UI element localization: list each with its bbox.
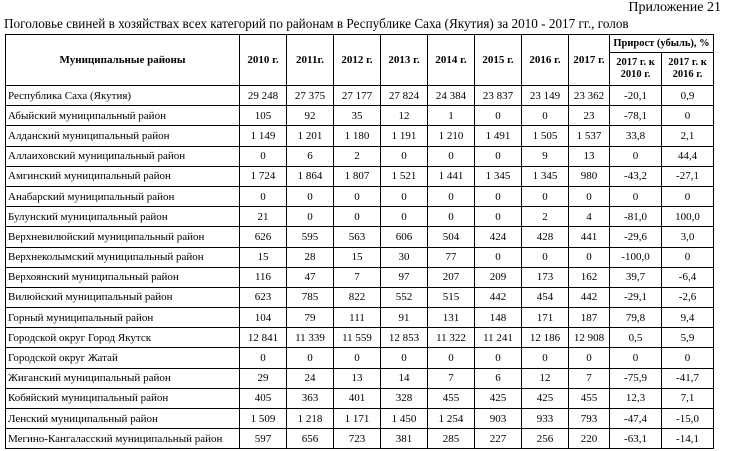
year-value-cell: 903 xyxy=(475,409,522,429)
year-value-cell: 7 xyxy=(569,368,610,388)
appendix-label: Приложение 21 xyxy=(628,0,721,15)
growth-value-cell: 7,1 xyxy=(662,388,714,408)
year-value-cell: 1 345 xyxy=(475,166,522,186)
year-value-cell: 256 xyxy=(522,429,569,449)
year-value-cell: 0 xyxy=(522,106,569,126)
year-value-cell: 552 xyxy=(381,287,428,307)
year-value-cell: 1 521 xyxy=(381,166,428,186)
district-name-cell: Булунский муниципальный район xyxy=(6,207,240,227)
year-value-cell: 23 149 xyxy=(522,86,569,106)
year-value-cell: 2 xyxy=(334,146,381,166)
year-value-cell: 401 xyxy=(334,388,381,408)
year-value-cell: 442 xyxy=(475,287,522,307)
year-value-cell: 148 xyxy=(475,308,522,328)
year-value-cell: 1 180 xyxy=(334,126,381,146)
year-value-cell: 12 853 xyxy=(381,328,428,348)
year-value-cell: 23 362 xyxy=(569,86,610,106)
year-value-cell: 1 218 xyxy=(287,409,334,429)
year-value-cell: 504 xyxy=(428,227,475,247)
header-year: 2014 г. xyxy=(428,35,475,86)
year-value-cell: 47 xyxy=(287,267,334,287)
year-value-cell: 12 xyxy=(381,106,428,126)
year-value-cell: 785 xyxy=(287,287,334,307)
year-value-cell: 0 xyxy=(381,207,428,227)
district-name-cell: Верхоянский муниципальный район xyxy=(6,267,240,287)
year-value-cell: 405 xyxy=(240,388,287,408)
year-value-cell: 1 509 xyxy=(240,409,287,429)
year-value-cell: 1 254 xyxy=(428,409,475,429)
growth-value-cell: -27,1 xyxy=(662,166,714,186)
year-value-cell: 105 xyxy=(240,106,287,126)
growth-value-cell: -63,1 xyxy=(610,429,662,449)
district-name-cell: Анабарский муниципальный район xyxy=(6,186,240,206)
district-name-cell: Республика Саха (Якутия) xyxy=(6,86,240,106)
year-value-cell: 424 xyxy=(475,227,522,247)
year-value-cell: 285 xyxy=(428,429,475,449)
year-value-cell: 13 xyxy=(334,368,381,388)
growth-value-cell: 3,0 xyxy=(662,227,714,247)
table-row xyxy=(6,247,714,267)
header-year: 2011г. xyxy=(287,35,334,86)
year-value-cell: 131 xyxy=(428,308,475,328)
year-value-cell: 12 908 xyxy=(569,328,610,348)
table-row xyxy=(6,146,714,166)
year-value-cell: 116 xyxy=(240,267,287,287)
header-growth-2017-vs-2010: 2017 г. к 2010 г. xyxy=(610,53,662,86)
year-value-cell: 328 xyxy=(381,388,428,408)
year-value-cell: 15 xyxy=(334,247,381,267)
year-value-cell: 9 xyxy=(522,146,569,166)
district-name-cell: Верхневилюйский муниципальный район xyxy=(6,227,240,247)
year-value-cell: 7 xyxy=(334,267,381,287)
year-value-cell: 656 xyxy=(287,429,334,449)
growth-value-cell: 100,0 xyxy=(662,207,714,227)
year-value-cell: 1 807 xyxy=(334,166,381,186)
year-value-cell: 455 xyxy=(569,388,610,408)
year-value-cell: 28 xyxy=(287,247,334,267)
table-row xyxy=(6,86,714,106)
year-value-cell: 173 xyxy=(522,267,569,287)
growth-value-cell: -20,1 xyxy=(610,86,662,106)
header-year: 2013 г. xyxy=(381,35,428,86)
year-value-cell: 428 xyxy=(522,227,569,247)
year-value-cell: 1 149 xyxy=(240,126,287,146)
growth-value-cell: 33,8 xyxy=(610,126,662,146)
year-value-cell: 12 xyxy=(522,368,569,388)
growth-value-cell: 0,5 xyxy=(610,328,662,348)
growth-value-cell: 79,8 xyxy=(610,308,662,328)
year-value-cell: 0 xyxy=(381,348,428,368)
year-value-cell: 381 xyxy=(381,429,428,449)
table-row xyxy=(6,388,714,408)
year-value-cell: 0 xyxy=(334,207,381,227)
growth-value-cell: -43,2 xyxy=(610,166,662,186)
year-value-cell: 0 xyxy=(428,146,475,166)
header-year: 2016 г. xyxy=(522,35,569,86)
growth-value-cell: 0 xyxy=(610,146,662,166)
district-name-cell: Городской округ Город Якутск xyxy=(6,328,240,348)
year-value-cell: 14 xyxy=(381,368,428,388)
table-row xyxy=(6,287,714,307)
table-row xyxy=(6,267,714,287)
year-value-cell: 30 xyxy=(381,247,428,267)
year-value-cell: 0 xyxy=(569,247,610,267)
district-name-cell: Кобяйский муниципальный район xyxy=(6,388,240,408)
growth-value-cell: 39,7 xyxy=(610,267,662,287)
year-value-cell: 21 xyxy=(240,207,287,227)
growth-value-cell: 0 xyxy=(662,348,714,368)
growth-value-cell: -78,1 xyxy=(610,106,662,126)
year-value-cell: 1 201 xyxy=(287,126,334,146)
year-value-cell: 425 xyxy=(475,388,522,408)
year-value-cell: 0 xyxy=(428,348,475,368)
growth-value-cell: -15,0 xyxy=(662,409,714,429)
growth-value-cell: 0,9 xyxy=(662,86,714,106)
year-value-cell: 13 xyxy=(569,146,610,166)
year-value-cell: 0 xyxy=(475,186,522,206)
year-value-cell: 0 xyxy=(381,146,428,166)
year-value-cell: 35 xyxy=(334,106,381,126)
year-value-cell: 1 537 xyxy=(569,126,610,146)
year-value-cell: 27 375 xyxy=(287,86,334,106)
district-name-cell: Вилюйский муниципальный район xyxy=(6,287,240,307)
table-row xyxy=(6,429,714,449)
district-name-cell: Аллаиховский муниципальный район xyxy=(6,146,240,166)
year-value-cell: 793 xyxy=(569,409,610,429)
year-value-cell: 77 xyxy=(428,247,475,267)
year-value-cell: 623 xyxy=(240,287,287,307)
year-value-cell: 27 824 xyxy=(381,86,428,106)
year-value-cell: 822 xyxy=(334,287,381,307)
growth-value-cell: 0 xyxy=(662,106,714,126)
year-value-cell: 0 xyxy=(475,106,522,126)
year-value-cell: 162 xyxy=(569,267,610,287)
year-value-cell: 29 248 xyxy=(240,86,287,106)
growth-value-cell: 9,4 xyxy=(662,308,714,328)
year-value-cell: 1 xyxy=(428,106,475,126)
year-value-cell: 0 xyxy=(240,348,287,368)
growth-value-cell: 0 xyxy=(610,348,662,368)
year-value-cell: 91 xyxy=(381,308,428,328)
header-year: 2017 г. xyxy=(569,35,610,86)
year-value-cell: 723 xyxy=(334,429,381,449)
growth-value-cell: 0 xyxy=(610,186,662,206)
year-value-cell: 0 xyxy=(381,186,428,206)
year-value-cell: 15 xyxy=(240,247,287,267)
year-value-cell: 104 xyxy=(240,308,287,328)
year-value-cell: 1 491 xyxy=(475,126,522,146)
growth-value-cell: -29,1 xyxy=(610,287,662,307)
year-value-cell: 0 xyxy=(475,348,522,368)
year-value-cell: 515 xyxy=(428,287,475,307)
year-value-cell: 11 322 xyxy=(428,328,475,348)
district-name-cell: Жиганский муниципальный район xyxy=(6,368,240,388)
year-value-cell: 207 xyxy=(428,267,475,287)
growth-value-cell: 2,1 xyxy=(662,126,714,146)
year-value-cell: 2 xyxy=(522,207,569,227)
header-year: 2015 г. xyxy=(475,35,522,86)
growth-value-cell: 0 xyxy=(662,186,714,206)
year-value-cell: 7 xyxy=(428,368,475,388)
district-name-cell: Верхнеколымский муниципальный район xyxy=(6,247,240,267)
district-name-cell: Алданский муниципальный район xyxy=(6,126,240,146)
growth-value-cell: 44,4 xyxy=(662,146,714,166)
year-value-cell: 454 xyxy=(522,287,569,307)
growth-value-cell: -14,1 xyxy=(662,429,714,449)
year-value-cell: 0 xyxy=(334,348,381,368)
year-value-cell: 11 559 xyxy=(334,328,381,348)
year-value-cell: 227 xyxy=(475,429,522,449)
livestock-table xyxy=(5,34,714,449)
year-value-cell: 24 384 xyxy=(428,86,475,106)
growth-value-cell: -47,4 xyxy=(610,409,662,429)
year-value-cell: 626 xyxy=(240,227,287,247)
year-value-cell: 0 xyxy=(240,146,287,166)
growth-value-cell: -2,6 xyxy=(662,287,714,307)
year-value-cell: 0 xyxy=(240,186,287,206)
growth-value-cell: 12,3 xyxy=(610,388,662,408)
year-value-cell: 1 505 xyxy=(522,126,569,146)
growth-value-cell: 0 xyxy=(662,247,714,267)
district-name-cell: Амгинский муниципальный район xyxy=(6,166,240,186)
growth-value-cell: -29,6 xyxy=(610,227,662,247)
year-value-cell: 0 xyxy=(475,146,522,166)
year-value-cell: 0 xyxy=(522,186,569,206)
year-value-cell: 92 xyxy=(287,106,334,126)
table-body xyxy=(6,86,714,449)
year-value-cell: 111 xyxy=(334,308,381,328)
year-value-cell: 363 xyxy=(287,388,334,408)
year-value-cell: 980 xyxy=(569,166,610,186)
table-row xyxy=(6,126,714,146)
year-value-cell: 1 345 xyxy=(522,166,569,186)
year-value-cell: 97 xyxy=(381,267,428,287)
year-value-cell: 23 837 xyxy=(475,86,522,106)
year-value-cell: 220 xyxy=(569,429,610,449)
district-name-cell: Ленский муниципальный район xyxy=(6,409,240,429)
year-value-cell: 595 xyxy=(287,227,334,247)
year-value-cell: 0 xyxy=(569,348,610,368)
year-value-cell: 0 xyxy=(287,207,334,227)
year-value-cell: 0 xyxy=(569,186,610,206)
year-value-cell: 563 xyxy=(334,227,381,247)
year-value-cell: 0 xyxy=(475,207,522,227)
year-value-cell: 442 xyxy=(569,287,610,307)
year-value-cell: 0 xyxy=(334,186,381,206)
growth-value-cell: -75,9 xyxy=(610,368,662,388)
table-row xyxy=(6,186,714,206)
growth-value-cell: 5,9 xyxy=(662,328,714,348)
year-value-cell: 1 441 xyxy=(428,166,475,186)
header-year: 2010 г. xyxy=(240,35,287,86)
year-value-cell: 24 xyxy=(287,368,334,388)
year-value-cell: 0 xyxy=(475,247,522,267)
header-row xyxy=(6,35,714,53)
year-value-cell: 79 xyxy=(287,308,334,328)
year-value-cell: 11 241 xyxy=(475,328,522,348)
growth-value-cell: -41,7 xyxy=(662,368,714,388)
year-value-cell: 455 xyxy=(428,388,475,408)
table-row xyxy=(6,207,714,227)
year-value-cell: 1 724 xyxy=(240,166,287,186)
table-row xyxy=(6,166,714,186)
year-value-cell: 187 xyxy=(569,308,610,328)
growth-value-cell: -100,0 xyxy=(610,247,662,267)
table-row xyxy=(6,308,714,328)
year-value-cell: 0 xyxy=(522,348,569,368)
year-value-cell: 606 xyxy=(381,227,428,247)
year-value-cell: 1 450 xyxy=(381,409,428,429)
year-value-cell: 0 xyxy=(428,186,475,206)
year-value-cell: 0 xyxy=(287,348,334,368)
year-value-cell: 27 177 xyxy=(334,86,381,106)
year-value-cell: 1 210 xyxy=(428,126,475,146)
year-value-cell: 4 xyxy=(569,207,610,227)
year-value-cell: 29 xyxy=(240,368,287,388)
district-name-cell: Мегино-Кангаласский муниципальный район xyxy=(6,429,240,449)
growth-value-cell: -81,0 xyxy=(610,207,662,227)
year-value-cell: 1 171 xyxy=(334,409,381,429)
table-row xyxy=(6,106,714,126)
year-value-cell: 171 xyxy=(522,308,569,328)
growth-value-cell: -6,4 xyxy=(662,267,714,287)
year-value-cell: 23 xyxy=(569,106,610,126)
year-value-cell: 0 xyxy=(522,247,569,267)
year-value-cell: 933 xyxy=(522,409,569,429)
table-row xyxy=(6,368,714,388)
year-value-cell: 0 xyxy=(428,207,475,227)
year-value-cell: 12 186 xyxy=(522,328,569,348)
year-value-cell: 12 841 xyxy=(240,328,287,348)
district-name-cell: Горный муниципальный район xyxy=(6,308,240,328)
header-growth-2017-vs-2016: 2017 г. к 2016 г. xyxy=(662,53,714,86)
document-title: Поголовье свиней в хозяйствах всех категорий по районам в Республике Саха (Якутия) за 2010 - 2017 гг., голов xyxy=(4,16,629,31)
year-value-cell: 6 xyxy=(475,368,522,388)
year-value-cell: 1 191 xyxy=(381,126,428,146)
table-row xyxy=(6,348,714,368)
year-value-cell: 6 xyxy=(287,146,334,166)
year-value-cell: 441 xyxy=(569,227,610,247)
year-value-cell: 425 xyxy=(522,388,569,408)
year-value-cell: 209 xyxy=(475,267,522,287)
header-year: 2012 г. xyxy=(334,35,381,86)
year-value-cell: 1 864 xyxy=(287,166,334,186)
header-growth: Прирост (убыль), % xyxy=(610,35,714,53)
year-value-cell: 597 xyxy=(240,429,287,449)
year-value-cell: 0 xyxy=(287,186,334,206)
district-name-cell: Городской округ Жатай xyxy=(6,348,240,368)
table-row xyxy=(6,328,714,348)
year-value-cell: 11 339 xyxy=(287,328,334,348)
district-name-cell: Абыйский муниципальный район xyxy=(6,106,240,126)
header-municipal-districts: Муниципальные районы xyxy=(6,35,240,86)
table-row xyxy=(6,409,714,429)
table-row xyxy=(6,227,714,247)
